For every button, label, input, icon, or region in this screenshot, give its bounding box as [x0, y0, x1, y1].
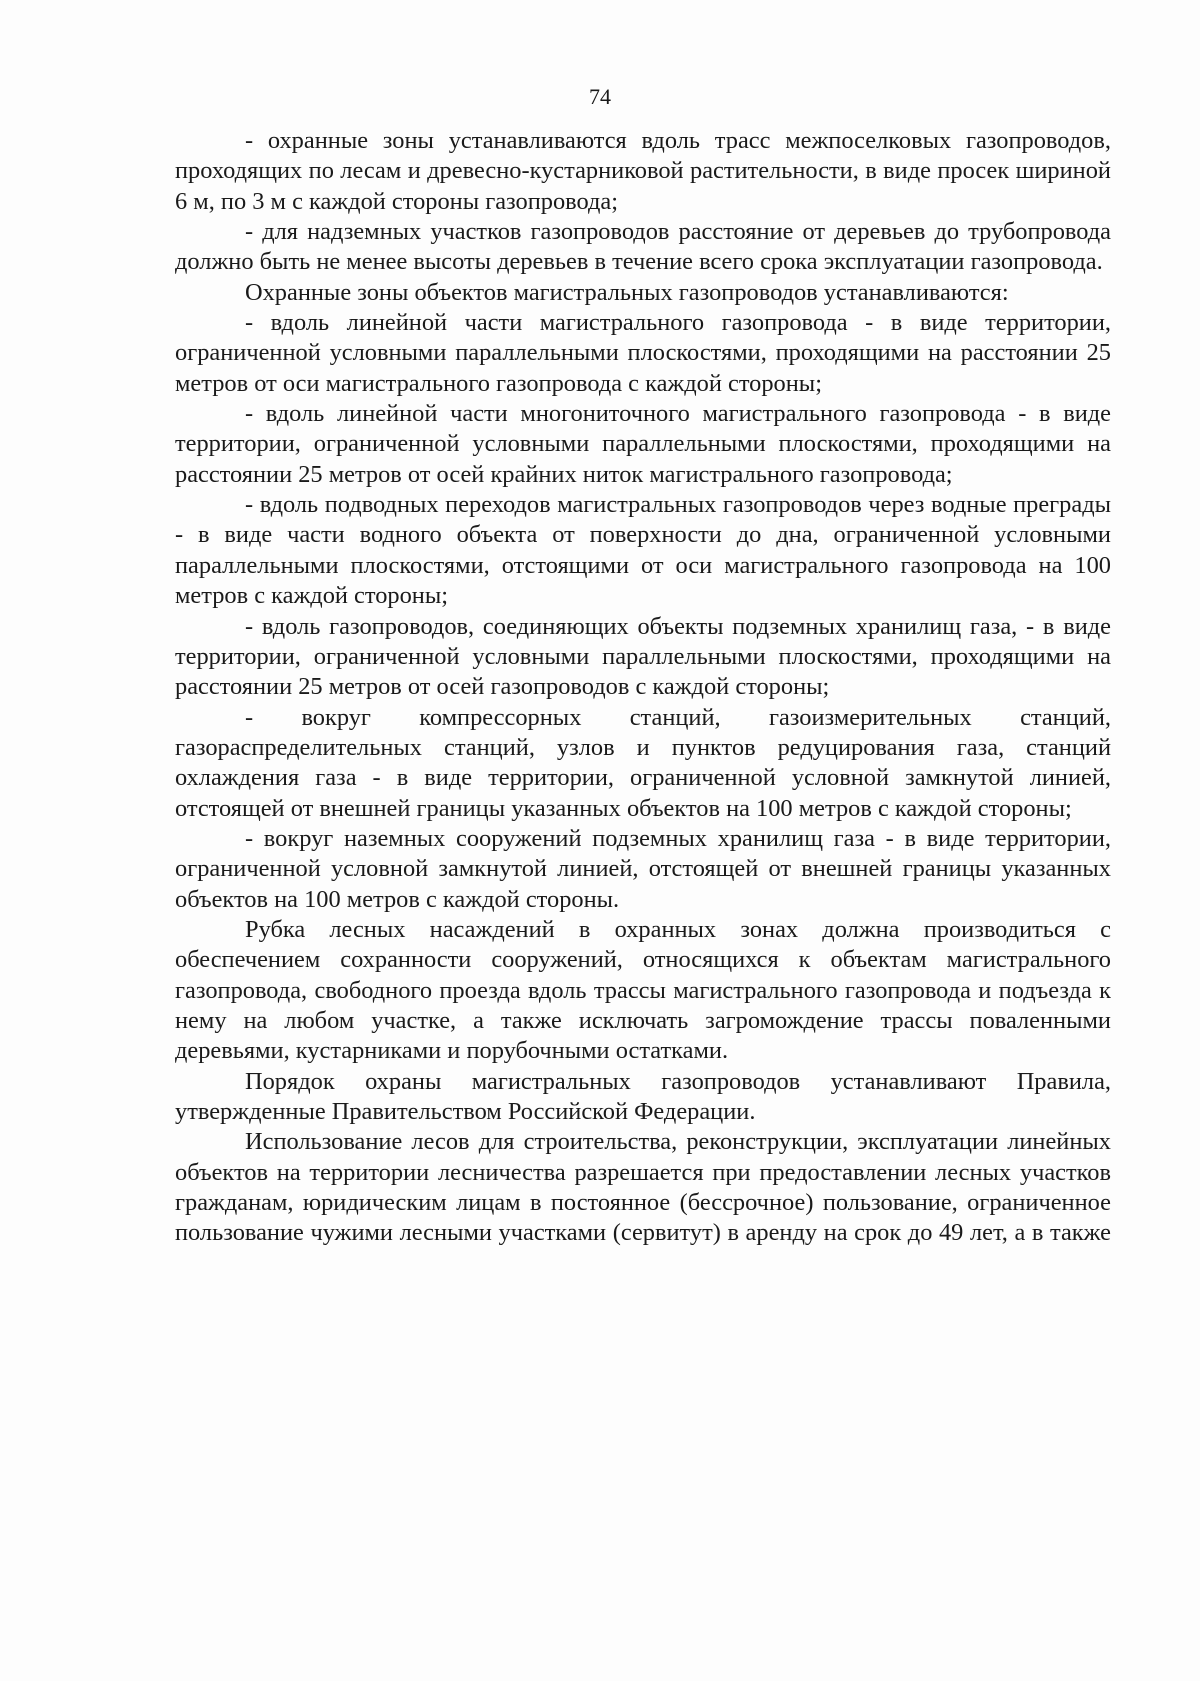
paragraph-above-ground-sections: - для надземных участков газопроводов расстояние от деревьев до трубопровода должно быть не менее высоты деревьев в течение всего срока эксплуатации газопровода.	[175, 218, 1111, 276]
paragraph-protection-rules: Порядок охраны магистральных газопроводов устанавливают Правила, утвержденные Правительством Российской Федерации.	[175, 1067, 1111, 1125]
paragraph-multi-string-pipeline: - вдоль линейной части многониточного магистрального газопровода - в виде территории, ограниченной условными параллельными плоскостями, проходящими на расстоянии 25 метров от осей крайних ниток магистрального газопровода;	[175, 400, 1111, 488]
page-number: 74	[589, 84, 611, 109]
paragraph-ground-structures: - вокруг наземных сооружений подземных хранилищ газа - в виде территории, ограниченной условной замкнутой линией, отстоящей от внешней границы указанных объектов на 100 метров с каждой стороны.	[175, 824, 1111, 913]
paragraph-linear-part: - вдоль линейной части магистрального газопровода - в виде территории, ограниченной условными параллельными плоскостями, проходящими на расстоянии 25 метров от оси магистрального газопровода с каждой стороны;	[175, 309, 1111, 397]
document-body	[175, 126, 1111, 1249]
paragraph-forest-cutting: Рубка лесных насаждений в охранных зонах должна производиться с обеспечением сохранности сооружений, относящихся к объектам магистрального газопровода, свободного проезда вдоль трассы магистрального газопровода и подъезда к нему на любом участке, а также исключать загромождение трассы поваленными деревьями, кустарниками и порубочными остатками.	[175, 915, 1111, 1065]
paragraph-gas-pipeline-clearings: - охранные зоны устанавливаются вдоль трасс межпоселковых газопроводов, проходящих по лесам и древесно-кустарниковой растительности, в виде просек шириной 6 м, по 3 м с каждой стороны газопровода;	[175, 127, 1111, 215]
paragraph-forest-use: Использование лесов для строительства, реконструкции, эксплуатации линейных объектов на территории лесничества разрешается при предоставлении лесных участков гражданам, юридическим лицам в постоянное (бессрочное) пользование, ограниченное пользование чужими лесными участками (сервитут) в аренду на срок до 49 лет, а в также	[175, 1128, 1111, 1247]
paragraph-protection-zones-heading: Охранные зоны объектов магистральных газопроводов устанавливаются:	[245, 278, 1009, 306]
paragraph-compressor-stations: - вокруг компрессорных станций, газоизмерительных станций, газораспределительных станций, узлов и пунктов редуцирования газа, станций охлаждения газа - в виде территории, ограниченной условной замкнутой линией, отстоящей от внешней границы указанных объектов на 100 метров с каждой стороны;	[175, 703, 1111, 822]
paragraph-storage-connecting-pipelines: - вдоль газопроводов, соединяющих объекты подземных хранилищ газа, - в виде территории, ограниченной условными параллельными плоскостями, проходящими на расстоянии 25 метров от осей газопроводов с каждой стороны;	[175, 612, 1111, 701]
paragraph-underwater-crossings: - вдоль подводных переходов магистральных газопроводов через водные преграды - в виде части водного объекта от поверхности до дна, ограниченной условными параллельными плоскостями, отстоящими от оси магистрального газопровода на 100 метров с каждой стороны;	[175, 491, 1111, 610]
